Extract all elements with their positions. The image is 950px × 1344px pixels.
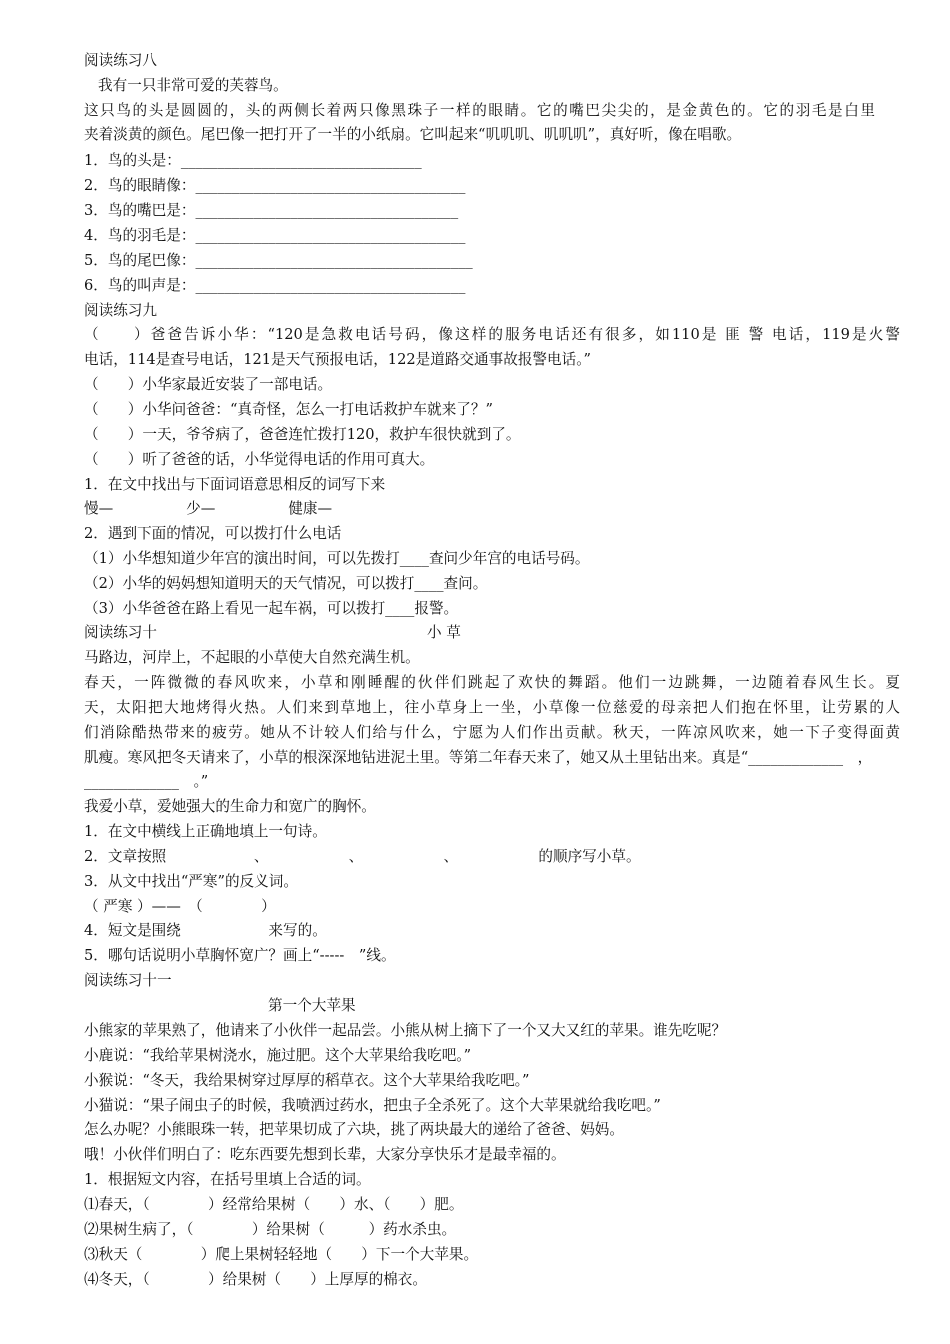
paragraph: 小猴说：“冬天，我给果树穿过厚厚的稻草衣。这个大苹果给我吃吧。”: [84, 1072, 530, 1089]
question: 1．在文中横线上正确地填上一句诗。: [84, 823, 327, 840]
paragraph: （ ）一天，爷爷病了，爸爸连忙拨打120，救护车很快就到了。: [84, 426, 521, 443]
question: （3）小华爸爸在路上看见一起车祸，可以拨打____报警。: [84, 600, 459, 617]
paragraph: （ ）小华问爸爸：“真奇怪，怎么一打电话救护车就来了？”: [84, 401, 493, 418]
paragraph: 天，太阳把大地烤得火热。人们来到草地上，往小草身上一坐，小草像一位慈爱的母亲把人们抱在怀里，让劳累的人: [84, 699, 900, 716]
question: 2．遇到下面的情况，可以拨打什么电话: [84, 525, 342, 542]
paragraph: 肌瘦。寒风把冬天请来了，小草的根深深地钻进泥土里。等第二年春天来了，她又从土里钻出来。真是“_____________ ，: [84, 749, 873, 766]
paragraph: 小鹿说：“我给苹果树浇水，施过肥。这个大苹果给我吃吧。”: [84, 1047, 472, 1064]
question: 5．哪句话说明小草胸怀宽广？画上“----- ”线。: [84, 947, 396, 964]
paragraph: （ ）爸爸告诉小华：“120是急救电话号码，像这样的服务电话还有很多，如110是 匪 警 电话，119是火警: [84, 326, 900, 343]
question: ⑴春天，（ ）经常给果树（ ）水、（ ）肥。: [84, 1196, 464, 1213]
paragraph: 怎么办呢？小熊眼珠一转，把苹果切成了六块，挑了两块最大的递给了爸爸、妈妈。: [84, 1121, 624, 1138]
paragraph: _____________ 。”: [84, 773, 209, 790]
question: 2．文章按照 、 、 、 的顺序写小草。: [84, 848, 641, 865]
question: 1．鸟的头是：_________________________________: [84, 152, 422, 169]
paragraph: 夹着淡黄的颜色。尾巴像一把打开了一半的小纸扇。它叫起来“叽叽叽、叽叽叽”，真好听，像在唱歌。: [84, 126, 742, 143]
question: 1．在文中找出与下面词语意思相反的词写下来: [84, 476, 386, 493]
paragraph: 我爱小草，爱她强大的生命力和宽广的胸怀。: [84, 798, 376, 815]
question: 3．鸟的嘴巴是：____________________________________: [84, 202, 459, 219]
question: 4．短文是围绕 来写的。: [84, 922, 327, 939]
question: ⑵果树生病了，（ ）给果树（ ）药水杀虫。: [84, 1221, 457, 1238]
paragraph: 们消除酷热带来的疲劳。她从不计较人们给与什么，宁愿为人们作出贡献。秋天，一阵凉风吹来，她一下子变得面黄: [84, 724, 900, 741]
section-10-title: 小 草: [427, 624, 461, 641]
question-words: 慢— 少— 健康—: [84, 500, 333, 517]
question: 1．根据短文内容，在括号里填上合适的词。: [84, 1171, 371, 1188]
section-10-heading: 阅读练习十: [84, 624, 157, 641]
question: 3．从文中找出“严寒”的反义词。: [84, 873, 298, 890]
paragraph: 小猫说：“果子闹虫子的时候，我喷洒过药水，把虫子全杀死了。这个大苹果就给我吃吧。”: [84, 1097, 661, 1114]
section-11-heading: 阅读练习十一: [84, 972, 172, 989]
section-8-heading: 阅读练习八: [84, 52, 157, 69]
paragraph: 这只鸟的头是圆圆的，头的两侧长着两只像黑珠子一样的眼睛。它的嘴巴尖尖的，是金黄色的。它的羽毛是白里: [84, 102, 875, 119]
question: 5．鸟的尾巴像：______________________________________: [84, 252, 473, 269]
question: （1）小华想知道少年宫的演出时间，可以先拨打____查问少年宫的电话号码。: [84, 550, 590, 567]
question: （2）小华的妈妈想知道明天的天气情况，可以拨打____查问。: [84, 575, 488, 592]
paragraph: 电话，114是查号电话，121是天气预报电话，122是道路交通事故报警电话。”: [84, 351, 591, 368]
paragraph: （ ）小华家最近安装了一部电话。: [84, 376, 333, 393]
section-11-title: 第一个大苹果: [268, 997, 356, 1014]
paragraph: （ ）听了爸爸的话，小华觉得电话的作用可真大。: [84, 451, 435, 468]
question: ⑷冬天，（ ）给果树（ ）上厚厚的棉衣。: [84, 1271, 427, 1288]
paragraph: 小熊家的苹果熟了，他请来了小伙伴一起品尝。小熊从树上摘下了一个又大又红的苹果。谁先吃呢？: [84, 1022, 727, 1039]
paragraph: 哦！小伙伴们明白了：吃东西要先想到长辈，大家分享快乐才是最幸福的。: [84, 1146, 566, 1163]
question: 4．鸟的羽毛是：_____________________________________: [84, 227, 466, 244]
question: 2．鸟的眼睛像：_____________________________________: [84, 177, 466, 194]
paragraph: 春天，一阵微微的春风吹来，小草和刚睡醒的伙伴们跳起了欢快的舞蹈。他们一边跳舞，一边随着春风生长。夏: [84, 674, 900, 691]
question-line: （ 严寒 ）—— （ ）: [84, 898, 276, 915]
question: 6．鸟的叫声是：_____________________________________: [84, 277, 466, 294]
paragraph: 马路边，河岸上，不起眼的小草使大自然充满生机。: [84, 649, 420, 666]
paragraph: 我有一只非常可爱的芙蓉鸟。: [98, 77, 288, 94]
section-9-heading: 阅读练习九: [84, 302, 157, 319]
question: ⑶秋天（ ）爬上果树轻轻地（ ）下一个大苹果。: [84, 1246, 479, 1263]
